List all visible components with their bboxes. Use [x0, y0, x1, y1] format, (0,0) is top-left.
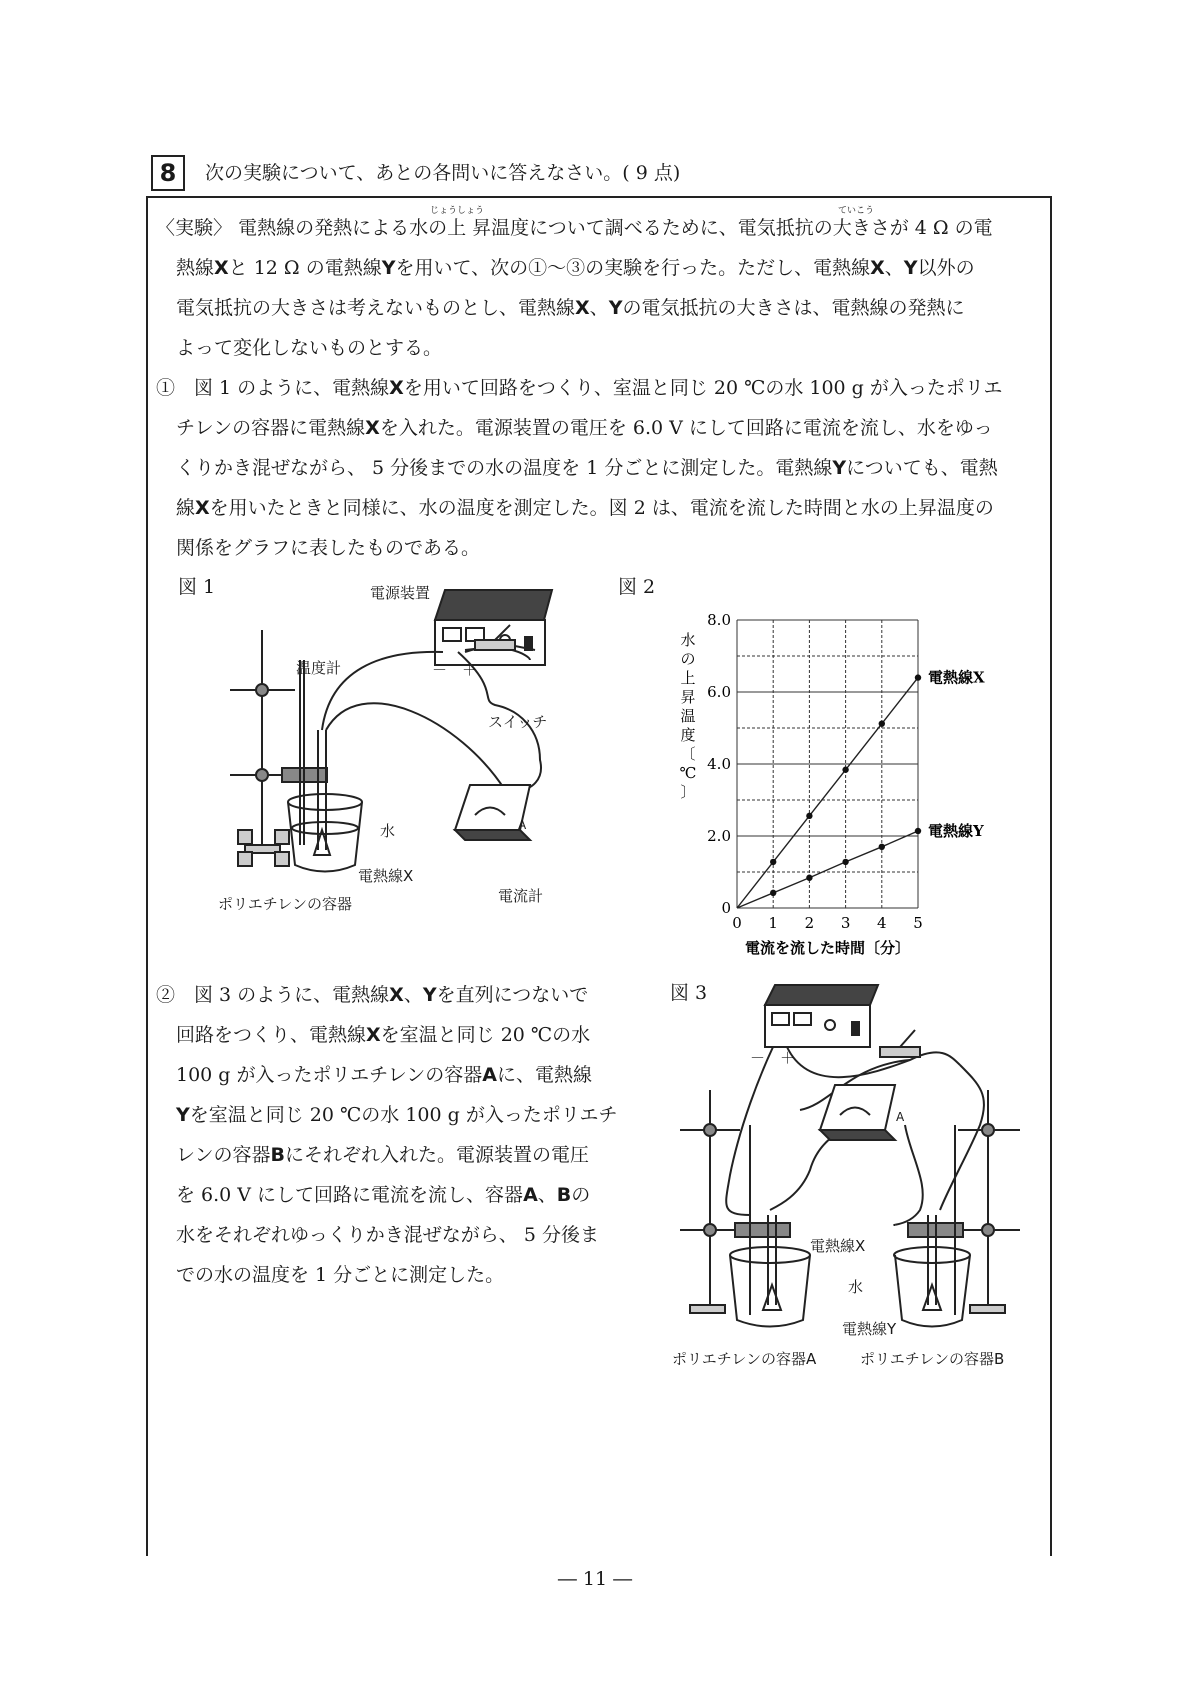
intro-text-3b: 、 — [589, 297, 609, 319]
container-a-symbol: A — [482, 1064, 497, 1086]
chart-data-point — [806, 813, 812, 819]
chart-y-tick-label: 4.0 — [707, 755, 731, 773]
question-title: 次の実験について、あとの各問いに答えなさい。( 9 点) — [205, 162, 681, 184]
fig3-ammeter-symbol: A — [896, 1110, 905, 1124]
fig1-wire-label: 電熱線X — [358, 867, 414, 885]
chart-data-point — [842, 767, 848, 773]
step1-text-1b: を用いて回路をつくり、室温と同じ 20 ℃の水 100 g が入ったポリエ — [403, 377, 1003, 399]
step1-text-3a: くりかき混ぜながら、 5 分後までの水の温度を 1 分ごとに測定した。電熱線 — [176, 457, 833, 479]
chart-x-tick-label: 2 — [804, 914, 815, 932]
chart-y-tick-label: 0 — [721, 899, 731, 917]
intro-text-2a: 熱線 — [176, 257, 215, 279]
chart-x-axis-label: 電流を流した時間〔分〕 — [744, 939, 911, 957]
fig3-plus-label: ＋ — [780, 1049, 796, 1067]
chart-data-point — [879, 844, 885, 850]
fig1-diagram — [200, 590, 660, 920]
wire-x-symbol: X — [195, 497, 210, 519]
fig3-wire-x-label: 電熱線X — [810, 1237, 866, 1255]
step2-text-4: を室温と同じ 20 ℃の水 100 g が入ったポリエチ — [189, 1104, 618, 1126]
fig1-power-supply-label: 電源装置 — [370, 584, 431, 602]
chart-series-label: 電熱線X — [928, 668, 985, 687]
intro-text-1: 電熱線の発熱による水の上 昇温度について調べるために、電気抵抗の大きさが 4 Ω の電 — [238, 217, 993, 239]
chart-x-tick-label: 5 — [913, 914, 923, 932]
fig1-ammeter-symbol: A — [518, 818, 527, 832]
wire-y-symbol: Y — [422, 984, 437, 1006]
container-b-symbol: B — [556, 1184, 572, 1206]
experiment-label: 〈実験〉 — [156, 217, 233, 239]
fig3-container-a-label: ポリエチレンの容器A — [672, 1350, 817, 1368]
step1-text-3b: についても、電熱 — [846, 457, 998, 479]
step1-text-2b: を入れた。電源装置の電圧を 6.0 V にして回路に電流を流し、水をゆっ — [379, 417, 993, 439]
chart-data-point — [915, 828, 921, 834]
wire-x-symbol: X — [366, 1024, 381, 1046]
step2-line-4 — [176, 1100, 617, 1127]
fig1-switch-label: スイッチ — [488, 713, 548, 731]
ruby-jousho: じょうしょう — [430, 206, 485, 216]
fig2-label: 図 2 — [618, 576, 656, 598]
wire-y-symbol: Y — [381, 257, 396, 279]
step1-text-2a: チレンの容器に電熱線 — [176, 417, 366, 439]
fig1-container-label: ポリエチレンの容器 — [218, 895, 353, 913]
fig3-minus-label: － — [750, 1049, 766, 1067]
chart-x-tick-label: 0 — [732, 914, 742, 932]
step2-text-6a: を 6.0 V にして回路に電流を流し、容器 — [176, 1184, 524, 1206]
step2-line-7: 水をそれぞれゆっくりかき混ぜながら、 5 分後ま — [176, 1224, 599, 1246]
chart-data-point — [770, 859, 776, 865]
intro-text-2b: と 12 Ω の電熱線 — [228, 257, 382, 279]
step2-text-5b: にそれぞれ入れた。電源装置の電圧 — [285, 1144, 590, 1166]
step1-line-2 — [176, 413, 993, 440]
container-a-symbol: A — [523, 1184, 538, 1206]
fig1-minus-label: － — [432, 661, 448, 679]
chart-y-tick-label: 8.0 — [707, 611, 731, 629]
step1-line-4 — [176, 493, 994, 520]
step2-text-1c: を直列につないで — [436, 984, 589, 1006]
wire-y-symbol: Y — [832, 457, 847, 479]
step2-line-8: での水の温度を 1 分ごとに測定した。 — [176, 1264, 505, 1286]
chart-y-axis-label: 水の上昇温度〔℃〕 — [679, 631, 697, 801]
step1-line-1 — [156, 373, 1003, 400]
step2-text-6b: 、 — [537, 1184, 557, 1206]
question-number-box — [151, 155, 185, 191]
intro-line-4: よって変化しないものとする。 — [176, 337, 443, 359]
fig1-ammeter-label: 電流計 — [498, 887, 544, 905]
step2-text-2a: 回路をつくり、電熱線 — [176, 1024, 367, 1046]
wire-y-symbol: Y — [608, 297, 623, 319]
step2-line-3 — [176, 1060, 592, 1087]
fig3-container-b-label: ポリエチレンの容器B — [860, 1350, 1005, 1368]
wire-y-symbol: Y — [903, 257, 918, 279]
chart-data-point — [879, 720, 885, 726]
chart-y-tick-label: 2.0 — [707, 827, 731, 845]
step2-text-1a: ② 図 3 のように、電熱線 — [156, 984, 390, 1006]
step2-text-3b: に、電熱線 — [497, 1064, 593, 1086]
wire-x-symbol: X — [870, 257, 885, 279]
fig3-water-label: 水 — [848, 1278, 864, 1296]
fig1-plus-label: ＋ — [462, 661, 478, 679]
intro-line-1 — [156, 213, 993, 240]
question-number: 8 — [159, 159, 177, 187]
step2-text-5a: レンの容器 — [176, 1144, 271, 1166]
intro-line-2 — [176, 253, 975, 280]
wire-x-symbol: X — [389, 377, 404, 399]
step1-text-4a: 線 — [176, 497, 196, 519]
fig3-diagram — [670, 985, 1040, 1365]
wire-x-symbol: X — [214, 257, 229, 279]
fig2-chart — [640, 575, 1040, 957]
chart-series-line — [737, 831, 918, 908]
chart-data-point — [842, 859, 848, 865]
fig1-thermometer-label: 温度計 — [296, 659, 342, 677]
intro-text-3a: 電気抵抗の大きさは考えないものとし、電熱線 — [176, 297, 576, 319]
step2-line-6 — [176, 1180, 590, 1207]
intro-text-3c: の電気抵抗の大きさは、電熱線の発熱に — [622, 297, 965, 319]
intro-text-2c: を用いて、次の①～③の実験を行った。ただし、電熱線 — [395, 257, 871, 279]
chart-x-tick-label: 1 — [768, 914, 778, 932]
step1-line-3 — [176, 453, 998, 480]
step2-line-5 — [176, 1140, 589, 1167]
step2-line-1 — [156, 980, 588, 1007]
intro-text-2e: 以外の — [917, 257, 975, 279]
chart-y-tick-label: 6.0 — [707, 683, 731, 701]
chart-series-label: 電熱線Y — [928, 821, 984, 840]
chart-data-point — [806, 875, 812, 881]
wire-x-symbol: X — [389, 984, 404, 1006]
step2-text-1b: 、 — [403, 984, 423, 1006]
step2-text-2b: を室温と同じ 20 ℃の水 — [380, 1024, 591, 1046]
fig1-water-label: 水 — [380, 822, 396, 840]
step1-line-5: 関係をグラフに表したものである。 — [176, 537, 481, 559]
container-b-symbol: B — [270, 1144, 286, 1166]
step1-text-4b: を用いたときと同様に、水の温度を測定した。図 2 は、電流を流した時間と水の上昇温度の — [209, 497, 994, 519]
wire-x-symbol: X — [575, 297, 590, 319]
step1-text-1a: ① 図 1 のように、電熱線 — [156, 377, 390, 399]
ruby-teikou: ていこう — [838, 206, 875, 216]
fig1-label: 図 1 — [178, 576, 216, 598]
step2-text-3a: 100 g が入ったポリエチレンの容器 — [176, 1064, 483, 1086]
chart-x-tick-label: 3 — [840, 914, 851, 932]
page-number: ― 11 ― — [557, 1568, 633, 1590]
chart-x-tick-label: 4 — [877, 914, 887, 932]
intro-line-3 — [176, 293, 964, 320]
step2-line-2 — [176, 1020, 590, 1047]
chart-data-point — [770, 890, 776, 896]
fig3-label: 図 3 — [670, 982, 708, 1004]
step2-text-6c: の — [571, 1184, 591, 1206]
wire-x-symbol: X — [365, 417, 380, 439]
wire-y-symbol: Y — [176, 1104, 190, 1126]
chart-series-line — [737, 678, 918, 908]
fig3-wire-y-label: 電熱線Y — [842, 1320, 897, 1338]
chart-data-point — [915, 674, 921, 680]
intro-text-2d: 、 — [884, 257, 904, 279]
